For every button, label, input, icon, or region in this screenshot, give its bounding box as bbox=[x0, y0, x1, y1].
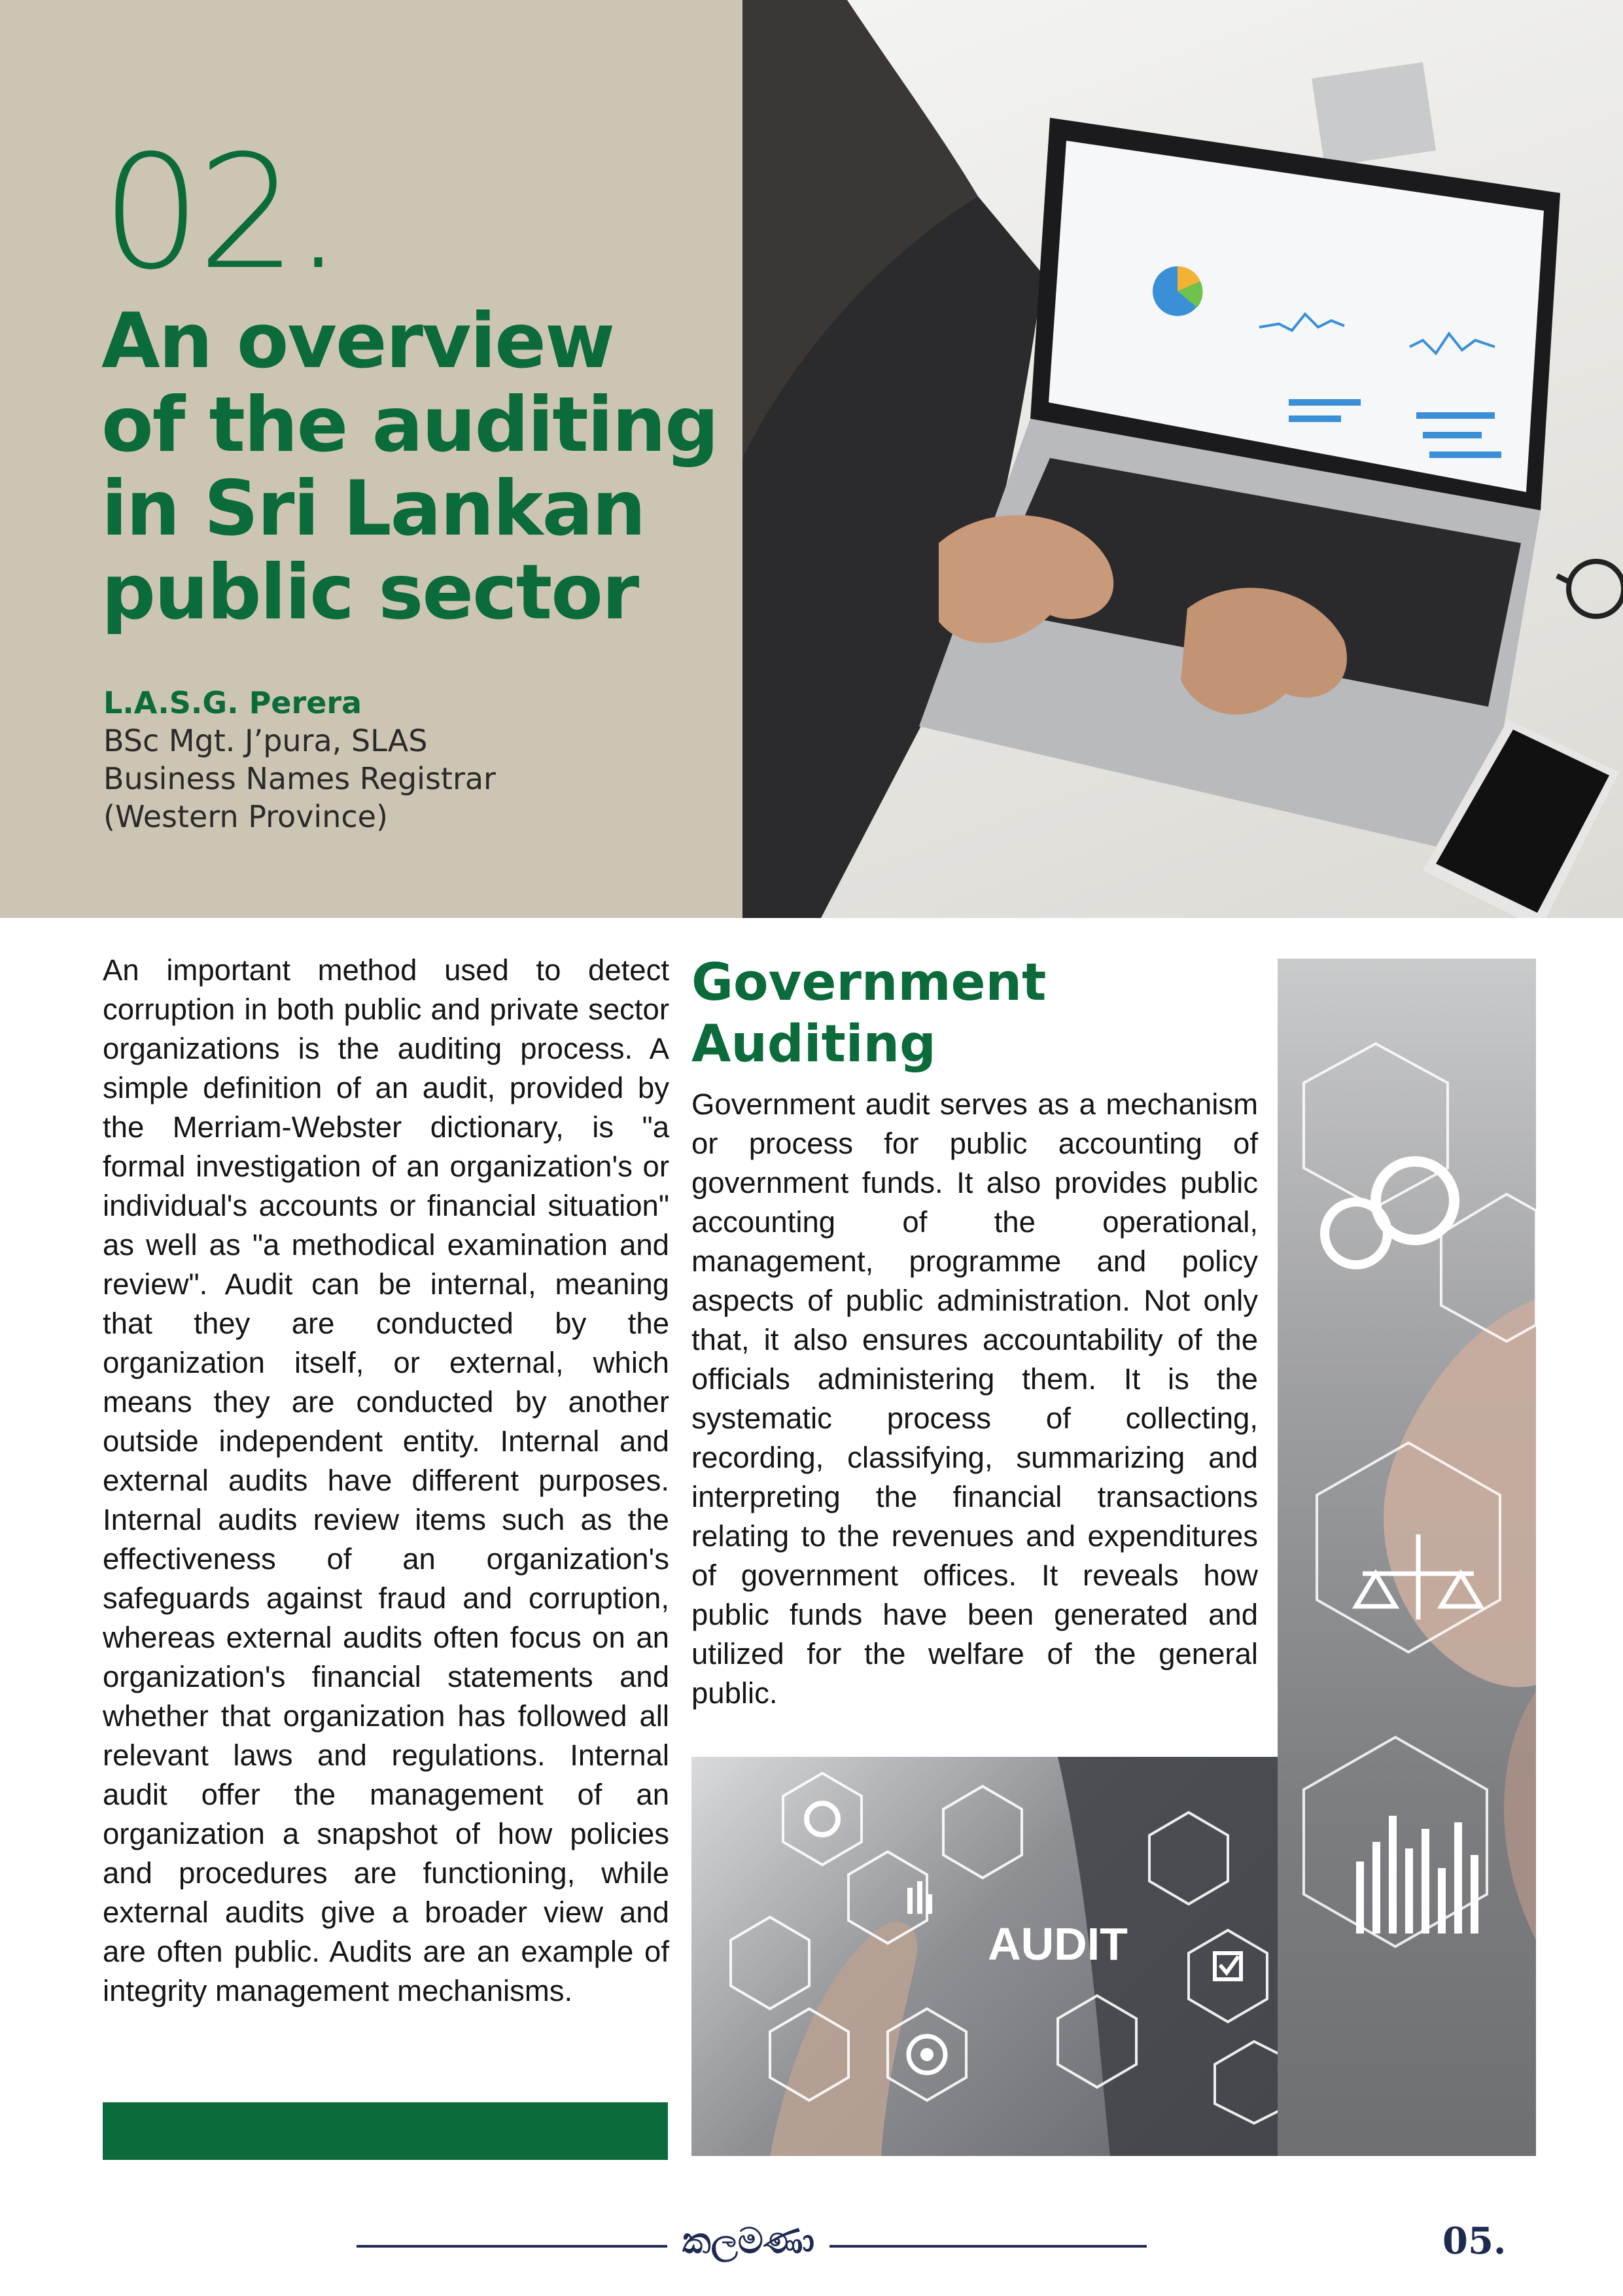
author-name: L.A.S.G. Perera bbox=[103, 685, 362, 720]
audit-graphic-text: AUDIT bbox=[988, 1918, 1128, 1969]
gear-icon bbox=[807, 1803, 838, 1835]
article-title bbox=[101, 297, 729, 637]
title-line: in Sri Lankan bbox=[101, 465, 645, 553]
title-line: public sector bbox=[101, 548, 638, 637]
title-line: An overview bbox=[101, 297, 614, 385]
title-line: of the auditing bbox=[101, 381, 718, 469]
article-number: 02. bbox=[101, 121, 340, 304]
hero-photo-laptop bbox=[742, 0, 1623, 918]
section-heading-line: Government bbox=[691, 953, 1047, 1012]
author-byline bbox=[103, 684, 692, 836]
bar-chart-icon bbox=[1356, 1816, 1478, 1934]
page-footer bbox=[0, 2218, 1623, 2270]
finger-icons-graphic bbox=[1278, 959, 1536, 2156]
green-accent-bar bbox=[103, 2102, 668, 2160]
intro-paragraph: An important method used to detect corruption in both public and private sector organizations is the auditing process. A simple definition of an audit, provided by the Merriam-Webster dictionary, is "a formal investigation of an organization's or individual's accounts or financial situation" as well as "a methodical examination and review". Audit can be internal, meaning that they are conducted by the organization itself, or external, which means they are conducted by another outside independent entity. Internal and external audits have different purposes. Internal audits review items such as the effectiveness of an organization's safeguards against fraud and corruption, whereas external audits often focus on an organization's financial statements and whether that organization has followed all relevant laws and regulations. Internal audit offer the management of an organization a snapshot of how policies and procedures are functioning, while external audits give a broader view and are often public. Audits are an example of integrity management mechanisms. bbox=[103, 953, 669, 2007]
author-position: Business Names Registrar bbox=[103, 761, 496, 796]
footer-rule-right bbox=[829, 2245, 1147, 2248]
page-number: 05. bbox=[1442, 2219, 1507, 2263]
section-heading-line: Auditing bbox=[691, 1015, 936, 1074]
author-degree: BSc Mgt. J’pura, SLAS bbox=[103, 723, 428, 758]
author-region: (Western Province) bbox=[103, 799, 388, 834]
section-heading bbox=[691, 952, 1241, 1075]
audit-photo bbox=[691, 1757, 1280, 2156]
right-photo-finger-icons bbox=[1278, 959, 1536, 2156]
laptop-illustration bbox=[742, 0, 1623, 918]
footer-brand: කලමණා bbox=[682, 2219, 815, 2261]
footer-rule-left bbox=[357, 2245, 667, 2248]
audit-hexagon-graphic bbox=[691, 1757, 1280, 2156]
government-auditing-paragraph: Government audit serves as a mechanism or process for public accounting of government funds. It also provides public accounting of the operational, management, programme and policy aspects of public administration. Not only that, it also ensures accountability of the officials administering them. It is the systematic process of collecting, recording, classifying, summarizing and interpreting the financial transactions relating to the revenues and expenditures of government offices. It reveals how public funds have been generated and utilized for the welfare of the general public. bbox=[691, 1087, 1258, 1710]
hero-panel bbox=[0, 0, 742, 918]
